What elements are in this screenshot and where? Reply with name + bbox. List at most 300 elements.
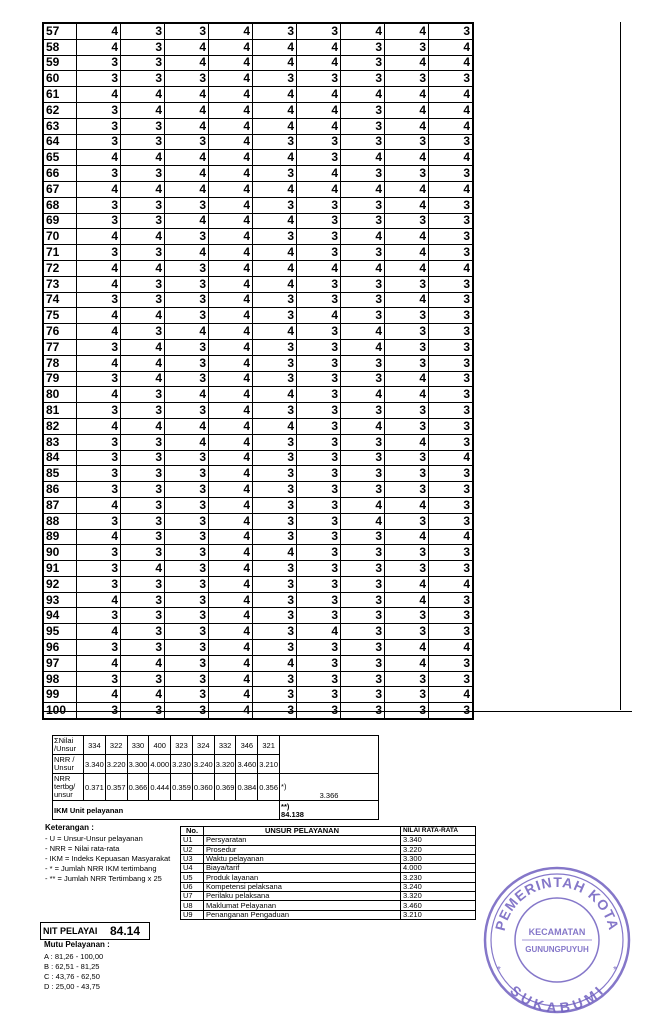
score-cell: 3 bbox=[77, 576, 121, 592]
quality-title: Mutu Pelayanan : bbox=[44, 940, 110, 949]
score-cell: 3 bbox=[297, 150, 341, 166]
respondent-number: 72 bbox=[43, 260, 77, 276]
score-cell: 4 bbox=[209, 118, 253, 134]
sum-row bbox=[53, 736, 379, 755]
respondent-number: 73 bbox=[43, 276, 77, 292]
score-cell: 4 bbox=[385, 576, 429, 592]
score-cell: 3 bbox=[121, 39, 165, 55]
nrr-weighted-cell: 0.357 bbox=[105, 774, 127, 801]
score-cell: 3 bbox=[253, 592, 297, 608]
table-row bbox=[43, 308, 473, 324]
unsur-code: U8 bbox=[181, 901, 204, 910]
score-cell: 3 bbox=[77, 71, 121, 87]
nrr-cell: 3.230 bbox=[171, 755, 193, 774]
score-cell: 4 bbox=[385, 387, 429, 403]
score-cell: 3 bbox=[341, 545, 385, 561]
score-cell: 3 bbox=[77, 434, 121, 450]
nrr-weighted-cell: 0.366 bbox=[127, 774, 149, 801]
score-cell: 3 bbox=[341, 371, 385, 387]
ikm-mark: **) bbox=[281, 802, 290, 811]
score-cell: 3 bbox=[429, 276, 474, 292]
score-cell: 4 bbox=[209, 497, 253, 513]
score-cell: 3 bbox=[77, 102, 121, 118]
score-cell: 3 bbox=[341, 213, 385, 229]
score-cell: 4 bbox=[385, 87, 429, 103]
score-cell: 3 bbox=[77, 213, 121, 229]
table-row bbox=[43, 102, 473, 118]
table-row bbox=[43, 23, 473, 39]
score-cell: 3 bbox=[253, 640, 297, 656]
sum-cell: 334 bbox=[84, 736, 106, 755]
score-cell: 4 bbox=[209, 371, 253, 387]
score-cell: 4 bbox=[209, 134, 253, 150]
score-cell: 3 bbox=[77, 371, 121, 387]
score-cell: 4 bbox=[165, 166, 209, 182]
score-cell: 4 bbox=[209, 671, 253, 687]
unsur-name: Kompetensi pelaksana bbox=[204, 882, 401, 891]
score-cell: 4 bbox=[253, 102, 297, 118]
nrr-weighted-row bbox=[53, 774, 379, 801]
unsur-code: U7 bbox=[181, 892, 204, 901]
score-cell: 3 bbox=[297, 434, 341, 450]
quality-item: B : 62,51 - 81,25 bbox=[44, 962, 100, 971]
score-cell: 3 bbox=[77, 403, 121, 419]
respondent-number: 90 bbox=[43, 545, 77, 561]
unsur-code: U1 bbox=[181, 836, 204, 845]
score-cell: 3 bbox=[253, 513, 297, 529]
table-row bbox=[43, 403, 473, 419]
score-cell: 4 bbox=[209, 576, 253, 592]
score-cell: 4 bbox=[209, 23, 253, 39]
respondent-number: 87 bbox=[43, 497, 77, 513]
score-cell: 3 bbox=[165, 529, 209, 545]
score-cell: 4 bbox=[209, 339, 253, 355]
quality-list bbox=[44, 952, 103, 992]
score-cell: 3 bbox=[341, 166, 385, 182]
respondent-number: 91 bbox=[43, 561, 77, 577]
score-cell: 3 bbox=[121, 592, 165, 608]
score-cell: 4 bbox=[385, 497, 429, 513]
score-cell: 3 bbox=[297, 655, 341, 671]
unsur-name: Penanganan Pengaduan bbox=[204, 910, 401, 919]
respondent-number: 83 bbox=[43, 434, 77, 450]
score-cell: 3 bbox=[341, 450, 385, 466]
table-row bbox=[43, 450, 473, 466]
respondent-number: 67 bbox=[43, 181, 77, 197]
score-cell: 4 bbox=[429, 55, 474, 71]
score-cell: 3 bbox=[165, 545, 209, 561]
score-cell: 3 bbox=[165, 592, 209, 608]
score-cell: 3 bbox=[297, 371, 341, 387]
score-cell: 3 bbox=[297, 245, 341, 261]
score-cell: 3 bbox=[77, 197, 121, 213]
unsur-row bbox=[181, 910, 476, 919]
score-cell: 4 bbox=[209, 102, 253, 118]
score-cell: 4 bbox=[209, 466, 253, 482]
score-cell: 3 bbox=[385, 624, 429, 640]
score-cell: 3 bbox=[385, 71, 429, 87]
score-cell: 3 bbox=[165, 260, 209, 276]
sum-cell: 332 bbox=[214, 736, 236, 755]
score-cell: 3 bbox=[77, 482, 121, 498]
unsur-row bbox=[181, 854, 476, 863]
score-cell: 3 bbox=[165, 276, 209, 292]
score-cell: 4 bbox=[429, 118, 474, 134]
score-cell: 4 bbox=[209, 39, 253, 55]
score-cell: 3 bbox=[341, 71, 385, 87]
score-cell: 3 bbox=[385, 39, 429, 55]
score-cell: 3 bbox=[253, 576, 297, 592]
table-row bbox=[43, 561, 473, 577]
score-cell: 4 bbox=[429, 87, 474, 103]
score-cell: 3 bbox=[165, 687, 209, 703]
score-cell: 3 bbox=[253, 292, 297, 308]
score-cell: 3 bbox=[341, 355, 385, 371]
unsur-name: Biaya/tarif bbox=[204, 864, 401, 873]
score-cell: 3 bbox=[253, 403, 297, 419]
table-row bbox=[43, 671, 473, 687]
score-cell: 3 bbox=[253, 529, 297, 545]
score-cell: 3 bbox=[341, 403, 385, 419]
score-cell: 4 bbox=[253, 55, 297, 71]
score-cell: 3 bbox=[253, 608, 297, 624]
table-row bbox=[43, 592, 473, 608]
score-cell: 3 bbox=[165, 308, 209, 324]
score-cell: 3 bbox=[429, 371, 474, 387]
score-cell: 4 bbox=[429, 260, 474, 276]
stamp-top-text: PEMERINTAH KOTA bbox=[491, 873, 623, 933]
unsur-value: 3.230 bbox=[401, 873, 476, 882]
score-cell: 3 bbox=[429, 418, 474, 434]
score-cell: 4 bbox=[121, 371, 165, 387]
score-cell: 3 bbox=[121, 671, 165, 687]
score-cell: 4 bbox=[341, 260, 385, 276]
score-cell: 4 bbox=[385, 655, 429, 671]
table-row bbox=[43, 655, 473, 671]
score-cell: 3 bbox=[429, 134, 474, 150]
score-cell: 3 bbox=[121, 640, 165, 656]
legend-item: - * = Jumlah NRR IKM tertimbang bbox=[45, 864, 157, 873]
score-cell: 4 bbox=[121, 260, 165, 276]
score-cell: 3 bbox=[429, 592, 474, 608]
score-cell: 3 bbox=[121, 576, 165, 592]
ikm-total bbox=[280, 801, 379, 820]
score-cell: 4 bbox=[209, 561, 253, 577]
score-cell: 3 bbox=[385, 418, 429, 434]
score-cell: 3 bbox=[165, 23, 209, 39]
unsur-name: Prosedur bbox=[204, 845, 401, 854]
score-cell: 3 bbox=[253, 466, 297, 482]
score-cell: 4 bbox=[297, 118, 341, 134]
score-cell: 3 bbox=[165, 482, 209, 498]
nrr-cell: 4.000 bbox=[149, 755, 171, 774]
nrr-weighted-total bbox=[280, 774, 379, 801]
score-cell: 4 bbox=[165, 434, 209, 450]
score-cell: 4 bbox=[297, 308, 341, 324]
score-cell: 3 bbox=[297, 324, 341, 340]
score-cell: 4 bbox=[77, 687, 121, 703]
respondent-number: 99 bbox=[43, 687, 77, 703]
score-cell: 3 bbox=[429, 339, 474, 355]
score-cell: 4 bbox=[209, 197, 253, 213]
score-cell: 3 bbox=[429, 245, 474, 261]
score-cell: 3 bbox=[121, 166, 165, 182]
respondent-number: 64 bbox=[43, 134, 77, 150]
score-cell: 3 bbox=[297, 229, 341, 245]
score-cell: 3 bbox=[341, 292, 385, 308]
nrr-weighted-label: NRR tertbg/ unsur bbox=[53, 774, 84, 801]
score-cell: 3 bbox=[121, 197, 165, 213]
table-row bbox=[43, 292, 473, 308]
score-cell: 3 bbox=[121, 292, 165, 308]
score-cell: 4 bbox=[209, 529, 253, 545]
score-cell: 4 bbox=[429, 150, 474, 166]
score-cell: 4 bbox=[341, 324, 385, 340]
score-cell: 3 bbox=[165, 197, 209, 213]
score-cell: 3 bbox=[385, 339, 429, 355]
score-cell: 3 bbox=[385, 608, 429, 624]
score-cell: 3 bbox=[121, 245, 165, 261]
score-cell: 4 bbox=[385, 371, 429, 387]
score-cell: 4 bbox=[209, 324, 253, 340]
table-row bbox=[43, 245, 473, 261]
score-cell: 3 bbox=[77, 166, 121, 182]
score-cell: 3 bbox=[341, 434, 385, 450]
score-cell: 3 bbox=[165, 513, 209, 529]
score-cell: 4 bbox=[209, 655, 253, 671]
score-cell: 3 bbox=[121, 134, 165, 150]
respondent-number: 93 bbox=[43, 592, 77, 608]
nrr-weighted-cell: 0.356 bbox=[258, 774, 280, 801]
nrr-weighted-total-value: 3.366 bbox=[319, 791, 339, 800]
score-cell: 3 bbox=[385, 561, 429, 577]
respondent-number: 100 bbox=[43, 703, 77, 719]
score-cell: 3 bbox=[385, 308, 429, 324]
score-cell: 3 bbox=[165, 355, 209, 371]
score-cell: 3 bbox=[429, 71, 474, 87]
respondent-number: 71 bbox=[43, 245, 77, 261]
table-row bbox=[43, 134, 473, 150]
score-cell: 3 bbox=[121, 276, 165, 292]
score-cell: 3 bbox=[165, 497, 209, 513]
score-cell: 4 bbox=[253, 276, 297, 292]
score-cell: 3 bbox=[297, 482, 341, 498]
table-row bbox=[43, 150, 473, 166]
score-cell: 3 bbox=[385, 703, 429, 719]
respondent-number: 69 bbox=[43, 213, 77, 229]
respondent-number: 62 bbox=[43, 102, 77, 118]
ikm-result-label: NIT PELAYAI bbox=[43, 926, 98, 936]
score-cell: 3 bbox=[121, 513, 165, 529]
respondent-number: 88 bbox=[43, 513, 77, 529]
score-cell: 3 bbox=[77, 671, 121, 687]
respondent-number: 66 bbox=[43, 166, 77, 182]
sum-cell: 323 bbox=[171, 736, 193, 755]
score-cell: 3 bbox=[121, 624, 165, 640]
score-cell: 4 bbox=[429, 529, 474, 545]
unsur-code: U4 bbox=[181, 864, 204, 873]
score-cell: 3 bbox=[253, 197, 297, 213]
score-cell: 4 bbox=[429, 181, 474, 197]
respondent-number: 81 bbox=[43, 403, 77, 419]
score-cell: 4 bbox=[165, 324, 209, 340]
score-cell: 3 bbox=[297, 608, 341, 624]
score-cell: 4 bbox=[297, 55, 341, 71]
score-cell: 4 bbox=[385, 592, 429, 608]
quality-item: A : 81,26 - 100,00 bbox=[44, 952, 104, 961]
score-cell: 4 bbox=[121, 87, 165, 103]
quality-item: D : 25,00 - 43,75 bbox=[44, 982, 100, 991]
score-cell: 3 bbox=[429, 434, 474, 450]
score-cell: 3 bbox=[253, 671, 297, 687]
score-cell: 3 bbox=[165, 608, 209, 624]
score-cell: 3 bbox=[297, 355, 341, 371]
score-cell: 3 bbox=[429, 624, 474, 640]
score-cell: 4 bbox=[209, 482, 253, 498]
score-cell: 4 bbox=[385, 640, 429, 656]
respondent-number: 95 bbox=[43, 624, 77, 640]
score-cell: 3 bbox=[121, 608, 165, 624]
nrr-weighted-cell: 0.369 bbox=[214, 774, 236, 801]
score-cell: 4 bbox=[209, 513, 253, 529]
score-cell: 3 bbox=[429, 387, 474, 403]
score-cell: 4 bbox=[209, 545, 253, 561]
score-cell: 4 bbox=[385, 102, 429, 118]
score-cell: 3 bbox=[253, 355, 297, 371]
score-cell: 3 bbox=[297, 292, 341, 308]
unsur-name: Maklumat Pelayanan bbox=[204, 901, 401, 910]
score-cell: 4 bbox=[77, 418, 121, 434]
score-cell: 3 bbox=[121, 545, 165, 561]
score-cell: 3 bbox=[253, 687, 297, 703]
score-cell: 4 bbox=[341, 181, 385, 197]
score-cell: 4 bbox=[209, 150, 253, 166]
score-cell: 3 bbox=[297, 134, 341, 150]
unsur-value: 3.240 bbox=[401, 882, 476, 891]
score-cell: 4 bbox=[209, 403, 253, 419]
table-row bbox=[43, 529, 473, 545]
score-cell: 3 bbox=[341, 482, 385, 498]
score-cell: 3 bbox=[429, 497, 474, 513]
unsur-code: U9 bbox=[181, 910, 204, 919]
official-stamp bbox=[482, 865, 632, 1015]
score-cell: 3 bbox=[297, 450, 341, 466]
score-cell: 4 bbox=[341, 497, 385, 513]
score-cell: 3 bbox=[341, 640, 385, 656]
score-cell: 3 bbox=[77, 640, 121, 656]
ikm-result-box bbox=[40, 922, 150, 940]
score-cell: 4 bbox=[341, 418, 385, 434]
sum-label: ΣNilai /Unsur bbox=[53, 736, 84, 755]
respondent-number: 86 bbox=[43, 482, 77, 498]
score-cell: 4 bbox=[253, 213, 297, 229]
score-cell: 4 bbox=[253, 418, 297, 434]
ikm-label: IKM Unit pelayanan bbox=[53, 801, 280, 820]
score-cell: 3 bbox=[385, 466, 429, 482]
right-border-line bbox=[620, 22, 621, 710]
score-cell: 4 bbox=[165, 118, 209, 134]
score-cell: 4 bbox=[121, 561, 165, 577]
score-cell: 4 bbox=[253, 245, 297, 261]
score-cell: 3 bbox=[253, 166, 297, 182]
score-cell: 3 bbox=[341, 39, 385, 55]
score-cell: 4 bbox=[209, 71, 253, 87]
unsur-value: 3.320 bbox=[401, 892, 476, 901]
score-cell: 4 bbox=[385, 529, 429, 545]
respondent-number: 60 bbox=[43, 71, 77, 87]
score-cell: 3 bbox=[385, 450, 429, 466]
score-cell: 3 bbox=[121, 324, 165, 340]
score-cell: 4 bbox=[385, 181, 429, 197]
score-cell: 4 bbox=[165, 245, 209, 261]
legend-list bbox=[45, 834, 170, 884]
respondent-number: 74 bbox=[43, 292, 77, 308]
table-row bbox=[43, 71, 473, 87]
score-cell: 3 bbox=[253, 229, 297, 245]
score-cell: 3 bbox=[253, 624, 297, 640]
score-cell: 3 bbox=[429, 482, 474, 498]
respondent-number: 92 bbox=[43, 576, 77, 592]
score-cell: 4 bbox=[121, 418, 165, 434]
nrr-cell: 3.240 bbox=[192, 755, 214, 774]
score-cell: 3 bbox=[341, 608, 385, 624]
score-cell: 4 bbox=[77, 655, 121, 671]
score-cell: 4 bbox=[209, 434, 253, 450]
score-cell: 4 bbox=[253, 87, 297, 103]
score-cell: 3 bbox=[121, 434, 165, 450]
unsur-header-row bbox=[181, 827, 476, 836]
unsur-header-value: NILAI RATA-RATA bbox=[401, 827, 476, 836]
nrr-label: NRR / Unsur bbox=[53, 755, 84, 774]
score-cell: 3 bbox=[297, 592, 341, 608]
score-cell: 4 bbox=[121, 150, 165, 166]
respondent-number: 75 bbox=[43, 308, 77, 324]
score-cell: 3 bbox=[385, 134, 429, 150]
score-cell: 3 bbox=[429, 655, 474, 671]
nrr-cell: 3.320 bbox=[214, 755, 236, 774]
score-cell: 4 bbox=[297, 87, 341, 103]
score-cell: 3 bbox=[297, 387, 341, 403]
score-cell: 3 bbox=[297, 497, 341, 513]
score-cell: 4 bbox=[209, 355, 253, 371]
score-cell: 3 bbox=[297, 671, 341, 687]
score-cell: 3 bbox=[341, 687, 385, 703]
respondent-number: 84 bbox=[43, 450, 77, 466]
score-cell: 4 bbox=[77, 324, 121, 340]
score-cell: 4 bbox=[165, 150, 209, 166]
table-row bbox=[43, 687, 473, 703]
score-cell: 4 bbox=[209, 703, 253, 719]
score-cell: 3 bbox=[385, 166, 429, 182]
score-cell: 4 bbox=[209, 213, 253, 229]
score-cell: 3 bbox=[429, 403, 474, 419]
score-cell: 3 bbox=[77, 134, 121, 150]
score-cell: 3 bbox=[165, 671, 209, 687]
score-cell: 3 bbox=[77, 608, 121, 624]
score-cell: 3 bbox=[341, 576, 385, 592]
score-cell: 3 bbox=[253, 371, 297, 387]
score-cell: 4 bbox=[77, 87, 121, 103]
score-cell: 4 bbox=[77, 150, 121, 166]
score-cell: 4 bbox=[209, 640, 253, 656]
score-cell: 4 bbox=[77, 39, 121, 55]
score-cell: 3 bbox=[429, 292, 474, 308]
score-cell: 3 bbox=[341, 624, 385, 640]
score-cell: 3 bbox=[341, 529, 385, 545]
score-cell: 4 bbox=[209, 276, 253, 292]
score-cell: 3 bbox=[297, 513, 341, 529]
respondent-number: 80 bbox=[43, 387, 77, 403]
